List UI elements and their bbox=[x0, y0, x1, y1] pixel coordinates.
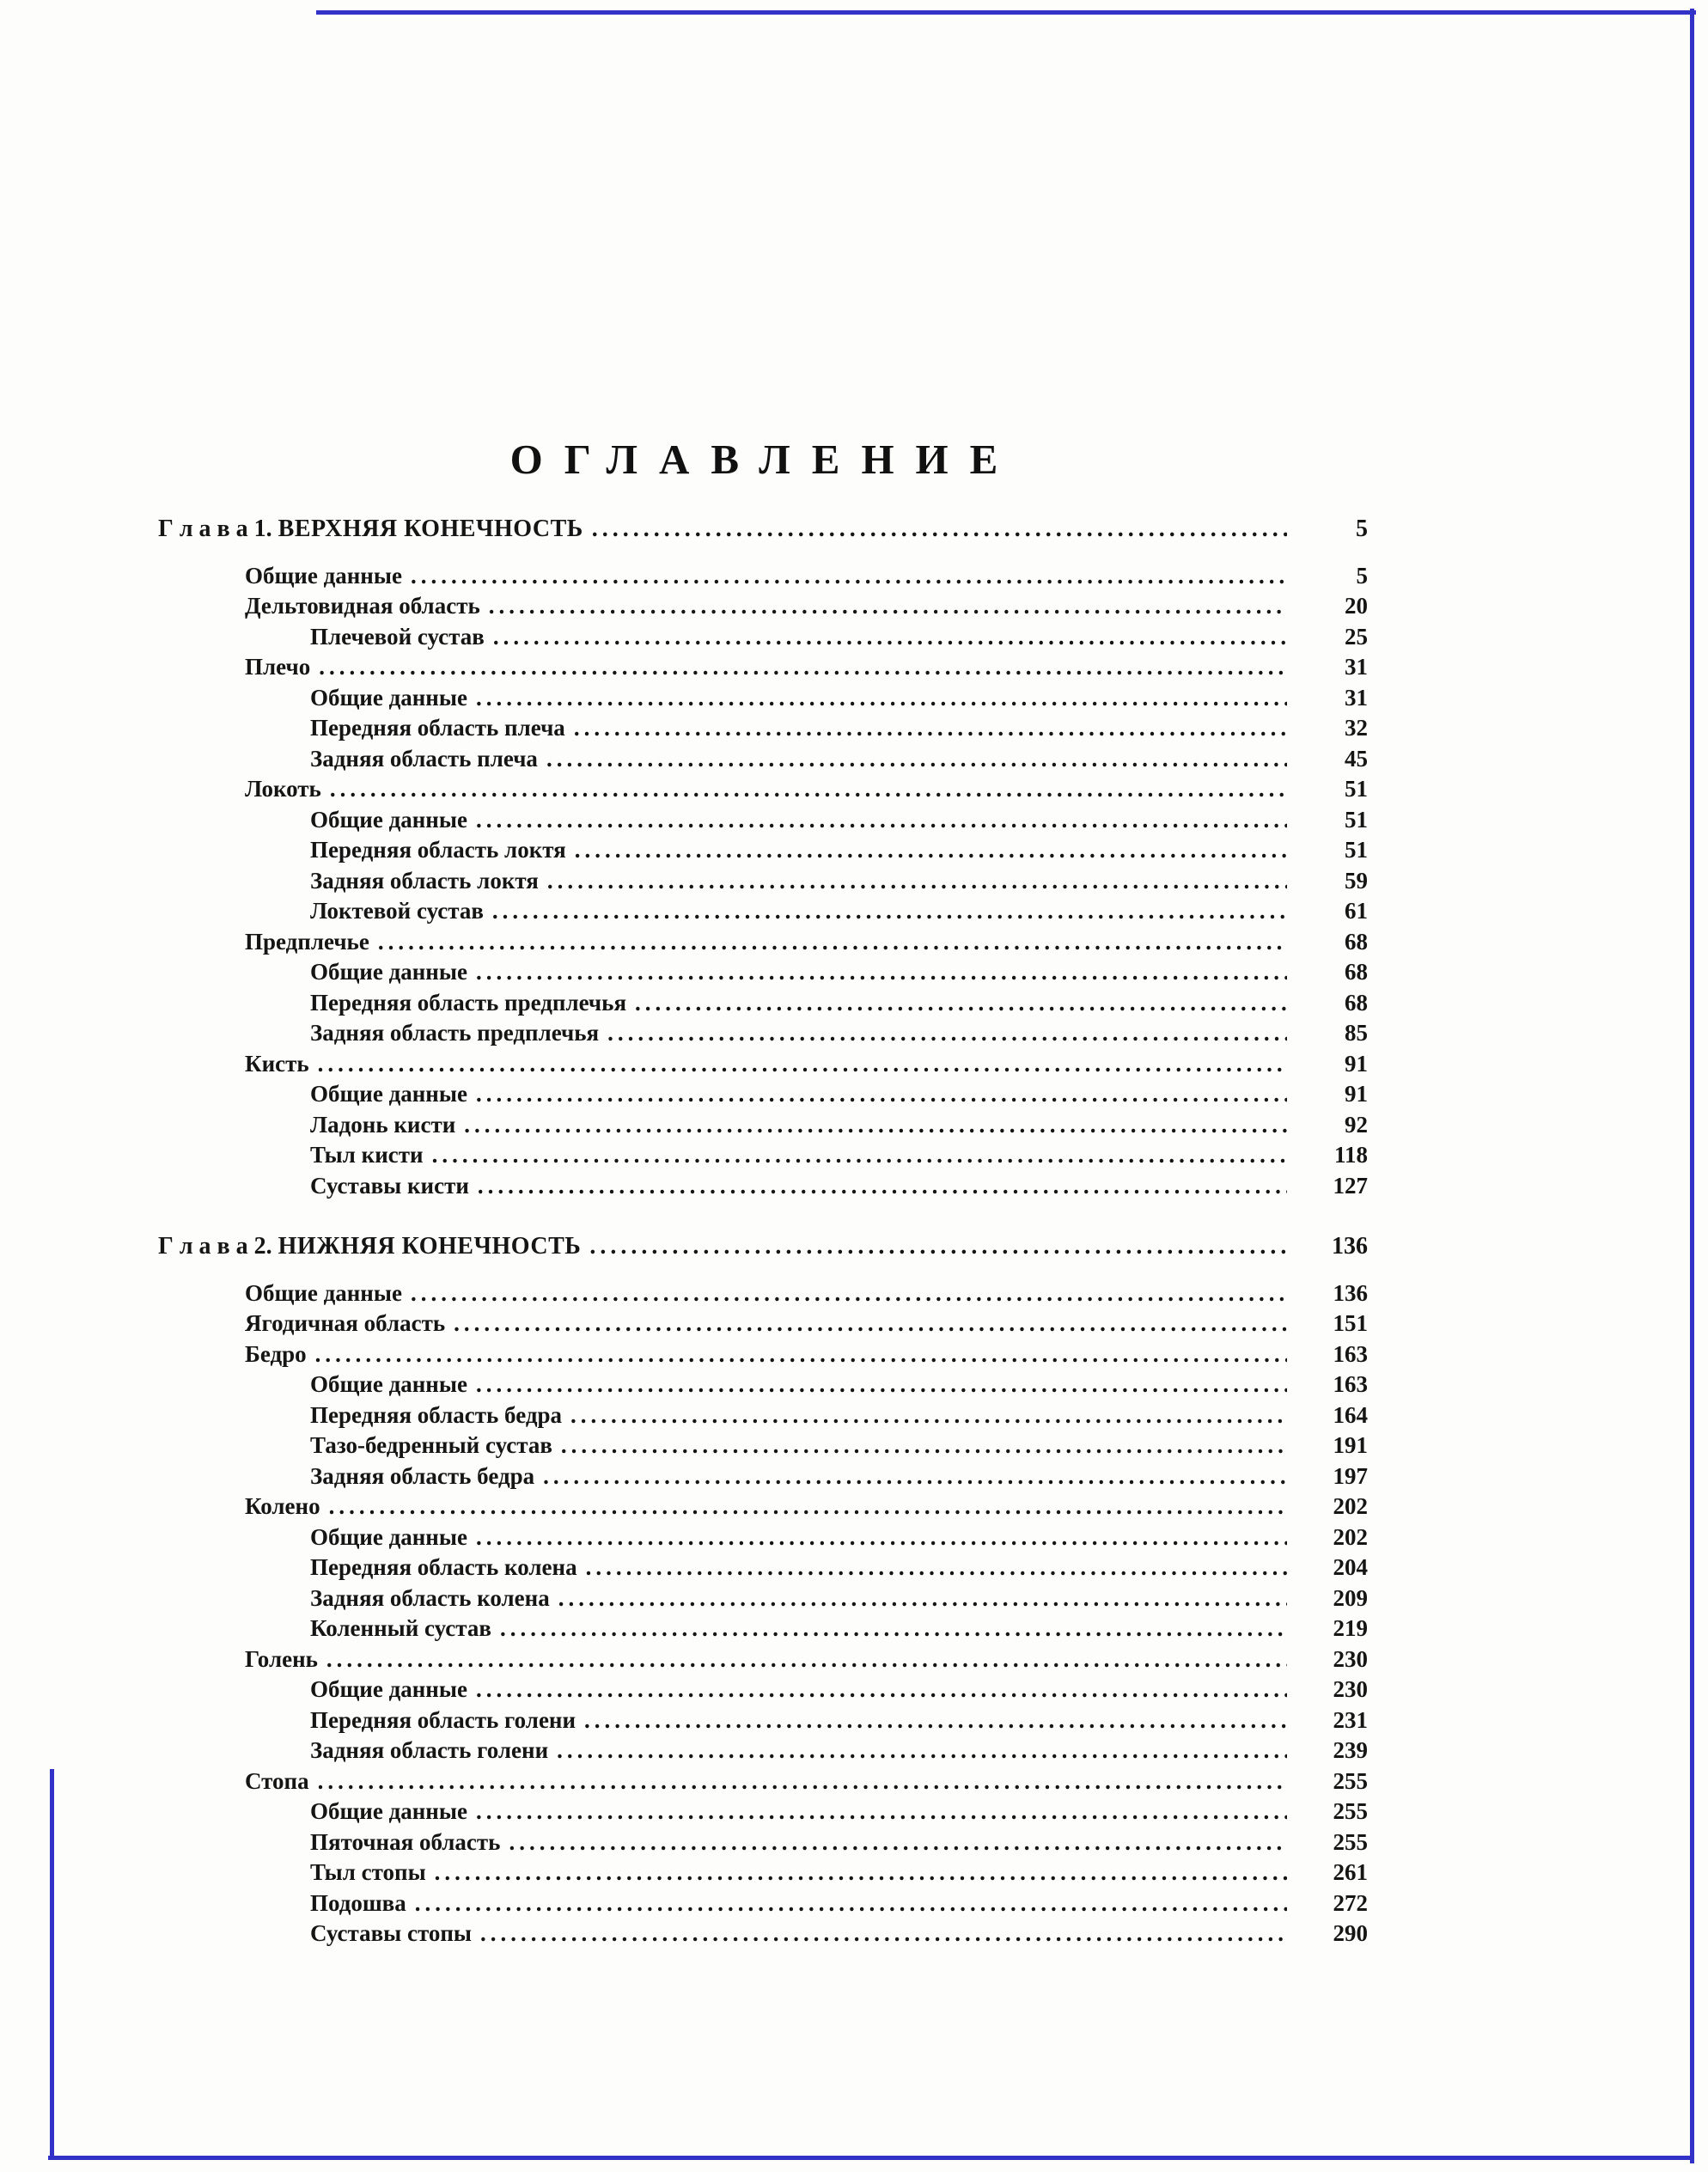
toc-entry-row bbox=[158, 744, 1368, 775]
dot-leader bbox=[476, 1522, 1287, 1553]
toc-entry-row bbox=[158, 835, 1368, 866]
toc-entry-label: Задняя область предплечья bbox=[310, 1020, 600, 1046]
toc-entry-label: Предплечье bbox=[245, 928, 369, 955]
toc-entry-row bbox=[158, 774, 1368, 805]
toc-entry-label: Суставы кисти bbox=[310, 1172, 469, 1199]
toc-entry-label: НИЖНЯЯ КОНЕЧНОСТЬ bbox=[278, 1233, 582, 1260]
toc-title: ОГЛАВЛЕНИЕ bbox=[509, 436, 1020, 483]
scan-border-top bbox=[316, 10, 1696, 15]
toc-entry-label: Локоть bbox=[245, 776, 321, 802]
toc-entry-label: Общие данные bbox=[310, 959, 467, 985]
toc-entry-label: Пяточная область bbox=[310, 1828, 501, 1855]
page-number: 202 bbox=[1333, 1493, 1368, 1519]
toc-chapter-row bbox=[158, 514, 1368, 545]
toc-entry-label: Общие данные bbox=[310, 1371, 467, 1397]
toc-entry-label: Общие данные bbox=[310, 1081, 467, 1107]
page-number: 51 bbox=[1345, 837, 1368, 863]
dot-leader bbox=[586, 1553, 1287, 1583]
toc-entry-label: Подошва bbox=[310, 1889, 406, 1916]
dot-leader bbox=[415, 1888, 1287, 1919]
dot-leader bbox=[575, 835, 1287, 866]
dot-leader bbox=[476, 683, 1287, 714]
dot-leader bbox=[476, 1370, 1287, 1400]
page-number: 31 bbox=[1345, 654, 1368, 680]
dot-leader bbox=[480, 1919, 1287, 1949]
toc-entry-row bbox=[158, 622, 1368, 653]
toc-entry-label: Дельтовидная область bbox=[245, 593, 480, 619]
toc-entry-label: Общие данные bbox=[310, 806, 467, 833]
scan-border-bottom bbox=[48, 2156, 1694, 2160]
page-number: 45 bbox=[1345, 745, 1368, 772]
toc-entry-row bbox=[158, 1583, 1368, 1614]
toc-entry-label: Общие данные bbox=[310, 1523, 467, 1550]
page-number: 5 bbox=[1356, 516, 1368, 542]
toc-entry-row bbox=[158, 866, 1368, 897]
toc-entry-label: Передняя область колена bbox=[310, 1554, 577, 1580]
dot-leader bbox=[432, 1140, 1287, 1171]
page-number: 127 bbox=[1333, 1172, 1368, 1199]
dot-leader bbox=[635, 988, 1287, 1019]
toc-entry-row bbox=[158, 561, 1368, 592]
toc-entry-label: ВЕРХНЯЯ КОНЕЧНОСТЬ bbox=[278, 516, 583, 542]
page-number: 25 bbox=[1345, 623, 1368, 650]
toc-entry-row bbox=[158, 1370, 1368, 1400]
page-number: 255 bbox=[1333, 1798, 1368, 1824]
dot-leader bbox=[557, 1736, 1287, 1766]
toc-entry-row bbox=[158, 713, 1368, 744]
scan-border-right bbox=[1690, 9, 1694, 2163]
dot-leader bbox=[558, 1583, 1287, 1614]
toc-entry-label: Задняя область локтя bbox=[310, 867, 539, 894]
page-number: 164 bbox=[1333, 1401, 1368, 1428]
toc-entry-label: Коленный сустав bbox=[310, 1615, 491, 1641]
toc-entry-row bbox=[158, 988, 1368, 1019]
toc-entry-label: Общие данные bbox=[310, 684, 467, 711]
toc-entry-row bbox=[158, 1018, 1368, 1049]
toc-entry-row bbox=[158, 1675, 1368, 1705]
toc-entry-label: Локтевой сустав bbox=[310, 898, 484, 924]
toc-entry-label: Общие данные bbox=[245, 562, 402, 589]
toc-entry-label: Передняя область бедра bbox=[310, 1401, 563, 1428]
toc-entry-row bbox=[158, 1827, 1368, 1858]
toc-entry-label: Передняя область плеча bbox=[310, 715, 565, 741]
toc-entry-row bbox=[158, 957, 1368, 988]
dot-leader bbox=[589, 1231, 1287, 1262]
toc-entry-row bbox=[158, 683, 1368, 714]
page-number: 255 bbox=[1333, 1828, 1368, 1855]
page-number: 85 bbox=[1345, 1020, 1368, 1046]
toc-entry-row bbox=[158, 805, 1368, 836]
page-number: 20 bbox=[1345, 593, 1368, 619]
page-number: 239 bbox=[1333, 1737, 1368, 1763]
page-number: 230 bbox=[1333, 1676, 1368, 1702]
dot-leader bbox=[500, 1614, 1287, 1644]
page-number: 32 bbox=[1345, 715, 1368, 741]
dot-leader bbox=[543, 1461, 1287, 1492]
toc-entry-row bbox=[158, 1797, 1368, 1827]
toc-entry-label: Тазо-бедренный сустав bbox=[310, 1432, 552, 1458]
toc-entry-row bbox=[158, 927, 1368, 958]
page-number: 202 bbox=[1333, 1523, 1368, 1550]
toc-entry-label: Общие данные bbox=[245, 1279, 402, 1306]
dot-leader bbox=[476, 805, 1287, 836]
page-number: 91 bbox=[1345, 1081, 1368, 1107]
dot-leader bbox=[318, 1049, 1287, 1080]
page-number: 209 bbox=[1333, 1584, 1368, 1611]
page-number: 68 bbox=[1345, 928, 1368, 955]
toc-entry-label: Стопа bbox=[245, 1767, 309, 1794]
page-number: 163 bbox=[1333, 1340, 1368, 1367]
toc-entry-label: Общие данные bbox=[310, 1676, 467, 1702]
dot-leader bbox=[584, 1705, 1287, 1736]
toc-entry-label: Общие данные bbox=[310, 1798, 467, 1824]
toc-entry-label: Передняя область локтя bbox=[310, 837, 566, 863]
table-of-contents bbox=[158, 514, 1368, 1949]
toc-entry-label: Бедро bbox=[245, 1340, 307, 1367]
dot-leader bbox=[476, 1079, 1287, 1110]
toc-entry-label: Тыл кисти bbox=[310, 1142, 424, 1168]
page-number: 163 bbox=[1333, 1371, 1368, 1397]
toc-entry-row bbox=[158, 1278, 1368, 1309]
dot-leader bbox=[476, 1797, 1287, 1827]
toc-entry-label: Задняя область плеча bbox=[310, 745, 538, 772]
toc-entry-label: Задняя область колена bbox=[310, 1584, 550, 1611]
toc-entry-row bbox=[158, 1431, 1368, 1461]
toc-entry-label: Передняя область голени bbox=[310, 1706, 576, 1733]
toc-entry-row bbox=[158, 896, 1368, 927]
toc-entry-label: Голень bbox=[245, 1645, 318, 1672]
dot-leader bbox=[546, 744, 1287, 775]
toc-entry-label: Передняя область предплечья bbox=[310, 989, 627, 1016]
toc-entry-row bbox=[158, 1400, 1368, 1431]
dot-leader bbox=[476, 957, 1287, 988]
chapter-prefix: Г л а в а 2. bbox=[158, 1233, 278, 1260]
toc-entry-row bbox=[158, 1736, 1368, 1766]
toc-entry-row bbox=[158, 1705, 1368, 1736]
dot-leader bbox=[464, 1110, 1287, 1141]
page-number: 255 bbox=[1333, 1767, 1368, 1794]
toc-entry-label: Ладонь кисти bbox=[310, 1111, 456, 1138]
dot-leader bbox=[318, 1766, 1287, 1797]
toc-entry-label: Плечо bbox=[245, 654, 311, 680]
page-number: 136 bbox=[1333, 1279, 1368, 1306]
toc-entry-label: Задняя область бедра bbox=[310, 1462, 535, 1489]
toc-entry-row bbox=[158, 1492, 1368, 1522]
page-number: 61 bbox=[1345, 898, 1368, 924]
toc-entry-row bbox=[158, 1079, 1368, 1110]
toc-entry-label: Задняя область голени bbox=[310, 1737, 549, 1763]
page-number: 31 bbox=[1345, 684, 1368, 711]
toc-entry-label: Кисть bbox=[245, 1050, 309, 1077]
dot-leader bbox=[570, 1400, 1287, 1431]
toc-entry-row bbox=[158, 1171, 1368, 1202]
toc-entry-row bbox=[158, 1522, 1368, 1553]
page-number: 5 bbox=[1356, 562, 1368, 589]
page-number: 51 bbox=[1345, 776, 1368, 802]
toc-entry-label: Тыл стопы bbox=[310, 1859, 426, 1885]
page-number: 230 bbox=[1333, 1645, 1368, 1672]
dot-leader bbox=[454, 1309, 1287, 1339]
dot-leader bbox=[330, 774, 1287, 805]
scan-border-left bbox=[50, 1769, 54, 2160]
chapter-prefix: Г л а в а 1. bbox=[158, 516, 278, 542]
toc-entry-row bbox=[158, 1888, 1368, 1919]
toc-chapter-row bbox=[158, 1231, 1368, 1262]
toc-entry-label: Ягодичная область bbox=[245, 1310, 446, 1336]
dot-leader bbox=[476, 1675, 1287, 1705]
page-number: 197 bbox=[1333, 1462, 1368, 1489]
page-number: 191 bbox=[1333, 1432, 1368, 1458]
page-number: 59 bbox=[1345, 867, 1368, 894]
dot-leader bbox=[607, 1018, 1287, 1049]
toc-entry-row bbox=[158, 1553, 1368, 1583]
toc-entry-row bbox=[158, 1140, 1368, 1171]
toc-entry-label: Колено bbox=[245, 1493, 320, 1519]
dot-leader bbox=[592, 514, 1287, 545]
dot-leader bbox=[547, 866, 1287, 897]
toc-entry-row bbox=[158, 1110, 1368, 1141]
page-number: 136 bbox=[1332, 1233, 1368, 1260]
dot-leader bbox=[489, 591, 1287, 622]
dot-leader bbox=[435, 1858, 1287, 1888]
toc-entry-row bbox=[158, 1049, 1368, 1080]
toc-entry-row bbox=[158, 652, 1368, 683]
toc-entry-row bbox=[158, 1858, 1368, 1888]
toc-entry-row bbox=[158, 1919, 1368, 1949]
dot-leader bbox=[319, 652, 1287, 683]
page-number: 272 bbox=[1333, 1889, 1368, 1916]
page-number: 151 bbox=[1333, 1310, 1368, 1336]
page-number: 204 bbox=[1333, 1554, 1368, 1580]
page-number: 118 bbox=[1333, 1142, 1368, 1168]
dot-leader bbox=[492, 896, 1287, 927]
dot-leader bbox=[326, 1644, 1287, 1675]
dot-leader bbox=[509, 1827, 1287, 1858]
toc-entry-row bbox=[158, 1309, 1368, 1339]
toc-entry-row bbox=[158, 591, 1368, 622]
dot-leader bbox=[378, 927, 1287, 958]
page-number: 92 bbox=[1345, 1111, 1368, 1138]
toc-entry-row bbox=[158, 1644, 1368, 1675]
dot-leader bbox=[411, 561, 1287, 592]
dot-leader bbox=[493, 622, 1287, 653]
dot-leader bbox=[315, 1339, 1287, 1370]
toc-entry-label: Суставы стопы bbox=[310, 1920, 473, 1946]
page-number: 51 bbox=[1345, 806, 1368, 833]
dot-leader bbox=[478, 1171, 1287, 1202]
page-number: 290 bbox=[1333, 1920, 1368, 1946]
dot-leader bbox=[329, 1492, 1287, 1522]
dot-leader bbox=[411, 1278, 1287, 1309]
toc-entry-row bbox=[158, 1614, 1368, 1644]
toc-entry-label: Плечевой сустав bbox=[310, 623, 485, 650]
page-number: 219 bbox=[1333, 1615, 1368, 1641]
toc-entry-row bbox=[158, 1766, 1368, 1797]
dot-leader bbox=[574, 713, 1287, 744]
dot-leader bbox=[561, 1431, 1287, 1461]
page-number: 261 bbox=[1333, 1859, 1368, 1885]
page-number: 91 bbox=[1345, 1050, 1368, 1077]
toc-entry-row bbox=[158, 1461, 1368, 1492]
page-number: 231 bbox=[1333, 1706, 1368, 1733]
toc-entry-row bbox=[158, 1339, 1368, 1370]
page-number: 68 bbox=[1345, 959, 1368, 985]
page-number: 68 bbox=[1345, 989, 1368, 1016]
